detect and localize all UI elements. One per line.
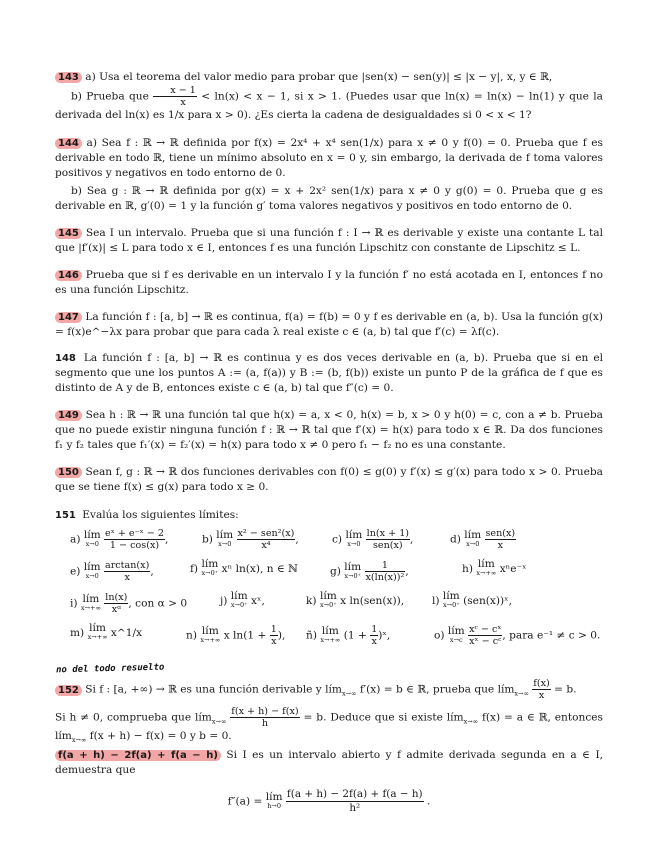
limit-expr-end: , <box>164 533 169 546</box>
problem-text: Si I es un intervalo abierto y f admite derivada segunda en a ∈ I, demuestra que <box>55 749 603 776</box>
formula-end: . <box>426 795 431 808</box>
limit-expr-end: , <box>295 533 299 546</box>
limits-row <box>70 592 610 624</box>
limit-expr: (sen(x))ˣ, <box>463 595 513 607</box>
problem-152 <box>55 678 603 748</box>
limit-operator: lím x→+∞ <box>476 558 497 577</box>
problem-text-b: b) Prueba que <box>71 90 149 103</box>
limit-expr: x ln(sen(x)), <box>340 595 405 607</box>
problem-150 <box>55 465 603 495</box>
limit-label: l) <box>432 595 440 607</box>
fraction: $\frac{f(x)}{x}$ <box>533 678 550 701</box>
problem-number: 145 <box>55 228 82 239</box>
problem-text: = b. <box>554 683 577 696</box>
limit-expr-end: , con α > 0 <box>128 597 188 610</box>
problem-147 <box>55 310 603 340</box>
problem-153 <box>55 748 603 815</box>
problem-text: f(x + h) − f(x) = 0 y b = 0. <box>89 730 232 743</box>
problem-151 <box>55 508 603 523</box>
limit-item <box>70 592 187 615</box>
lim-subscript: x→∞ <box>211 717 227 726</box>
limit-label: b) <box>202 533 213 546</box>
problem-text: = b. Deduce que si existe lím <box>303 711 464 724</box>
limits-row <box>70 528 610 560</box>
problem-text-b: b) Sea g : ℝ → ℝ definida por g(x) = x + 2x² sen(1/x) para x ≠ 0 y g(0) = 0. Prueba que g es derivable en ℝ, g′(0) = 1 y la función g′ toma valores negativos y positivos en todo entorno de 0. <box>55 185 603 212</box>
limit-operator: lím x→0 <box>345 528 363 548</box>
problem-number: 147 <box>55 312 82 323</box>
fraction: $\frac{\ln(x)}{\text{xᵅ}}$ <box>105 592 128 615</box>
limit-label: f) <box>190 563 199 575</box>
limit-item <box>70 624 142 642</box>
problem-number: 150 <box>55 467 82 478</box>
limit-label: c) <box>332 533 343 546</box>
limit-operator: lím x→0⁺ <box>201 558 219 577</box>
limit-expr: xˣ, <box>251 595 265 607</box>
limit-label: k) <box>306 595 317 607</box>
fraction: $\frac{1}{x}$ <box>270 624 277 647</box>
display-formula <box>55 788 603 815</box>
formula-lhs: f″(a) = <box>227 795 263 808</box>
problem-text: f′(x) = b ∈ ℝ, prueba que lím <box>359 683 515 696</box>
limit-operator: lím x→+∞ <box>87 622 108 641</box>
limit-expr-end: )ˣ, <box>378 629 391 642</box>
fraction: $\frac{1}{\text{x(ln(x))²}}$ <box>365 560 405 583</box>
problem-text: La función f : [a, b] → ℝ es continua, f(a) = f(b) = 0 y f es derivable en (a, b). Usa la función g(x) = f(x)e^−λx para probar que para cada λ real existe c ∈ (a, b) tal que f′(c) = λf(c). <box>55 311 603 338</box>
limit-operator: lím h→0 <box>265 790 283 810</box>
limit-operator: lím x→+∞ <box>80 592 101 612</box>
problem-text: Sea h : ℝ → ℝ una función tal que h(x) = a, x < 0, h(x) = b, x > 0 y h(0) = c, con a ≠ b. Prueba que no puede existir ninguna función f : ℝ → ℝ tal que f′(x) = h(x) para todo x ∈ ℝ. Da dos funciones f₁ y f₂ tales que f₁′(x) = f₂′(x) = h(x) para todo x ≠ 0 pero f₁ − f₂ no es una constante. <box>55 409 603 451</box>
limit-item <box>306 624 390 647</box>
limit-item <box>434 624 600 647</box>
limit-expr-end: , <box>410 533 414 546</box>
limit-operator: lím x→0 <box>83 528 101 548</box>
problem-text: f(x) = a ∈ ℝ, entonces lím <box>55 711 603 743</box>
problem-text: Sean f, g : ℝ → ℝ dos funciones derivables con f(0) ≤ g(0) y f′(x) ≤ g′(x) para todo x > 0. Prueba que se tiene f(x) ≤ g(x) para todo x ≥ 0. <box>55 466 603 493</box>
limit-item <box>462 560 527 578</box>
limit-operator: lím x→0 <box>216 528 234 548</box>
problem-text: Si f : [a, +∞) → ℝ es una función derivable y lím <box>85 683 342 696</box>
problem-145 <box>55 226 603 256</box>
problem-148 <box>55 351 603 396</box>
limit-operator: lím x→0 <box>83 560 101 580</box>
limit-item <box>70 560 154 583</box>
limit-label: i) <box>70 597 78 610</box>
limit-expr: (1 + <box>343 629 371 642</box>
limit-expr-end: , <box>405 565 409 578</box>
limits-row <box>70 624 610 656</box>
limit-item <box>432 592 512 610</box>
problem-text: Sea I un intervalo. Prueba que si una función f : I → ℝ es derivable y existe una contante L tal que |f′(x)| ≤ L para todo x ∈ I, entonces f es una función Lipschitz con constante de Lipschitz ≤ L. <box>55 227 604 254</box>
handwritten-note: no del todo resuelto <box>55 662 165 676</box>
problem-number: 148 <box>55 353 76 364</box>
lim-subscript: x→∞ <box>514 689 529 698</box>
limit-label: ñ) <box>306 629 317 642</box>
limit-operator: lím x→+∞ <box>320 624 341 644</box>
limit-expr: x^1/x <box>110 627 143 639</box>
problem-144 <box>55 136 603 214</box>
limit-expr: xⁿ ln(x), n ∈ ℕ <box>221 563 298 575</box>
problem-number: 152 <box>55 685 82 696</box>
fraction: $\frac{\text{xᶜ − cˣ}}{\text{xˣ − cᶜ}}$ <box>469 624 502 647</box>
limit-item <box>220 592 265 610</box>
fraction: $\frac{f(x + h) - f(x)}{h}$ <box>231 705 299 729</box>
problem-text: Si h ≠ 0, comprueba que lím <box>55 711 212 724</box>
fraction: $\frac{\text{sen(x)}}{x}$ <box>485 528 516 551</box>
problem-text-a: a) Usa el teorema del valor medio para probar que |sen(x) − sen(y)| ≤ |x − y|, x, y ∈ ℝ, <box>85 71 553 83</box>
problem-intro: Evalúa los siguientes límites: <box>82 509 239 521</box>
problem-number: f(a + h) − 2f(a) + f(a − h) <box>55 750 221 761</box>
problem-number: 149 <box>55 410 82 421</box>
limit-label: j) <box>220 595 228 607</box>
limit-label: n) <box>186 629 197 642</box>
limit-operator: lím x→0 <box>464 528 482 548</box>
limit-operator: lím x→0⁺ <box>230 590 248 609</box>
limit-label: e) <box>70 565 81 578</box>
limit-label: o) <box>434 629 445 642</box>
problem-149 <box>55 408 603 453</box>
problem-text: Prueba que si f es derivable en un intervalo I y la función f′ no está acotada en I, entonces f no es una función Lipschitz. <box>55 269 604 296</box>
limit-label: d) <box>450 533 461 546</box>
lim-subscript: x→∞ <box>341 689 357 698</box>
limit-label: g) <box>330 565 341 578</box>
problem-number: 151 <box>55 510 76 521</box>
limit-operator: lím x→0⁺ <box>344 560 362 580</box>
fraction: $\frac{\arctan(x)}{x}$ <box>104 560 150 583</box>
limit-item <box>70 528 168 551</box>
limit-operator: lím x→c <box>447 624 465 644</box>
limits-row <box>70 560 610 592</box>
limit-expr-end: , para e⁻¹ ≠ c > 0. <box>502 629 601 642</box>
limit-item <box>450 528 516 551</box>
limit-operator: lím x→+∞ <box>200 624 221 644</box>
limit-expr-end: , <box>150 565 154 578</box>
fraction: $\frac{\text{eˣ + e⁻ˣ − 2}}{1 - \cos(x)}$ <box>105 528 164 551</box>
limits-grid <box>70 528 610 656</box>
fraction: $\frac{\ln(x + 1)}{\text{sen(x)}}$ <box>366 528 410 551</box>
limit-item <box>306 592 404 610</box>
fraction: $\frac{1}{x}$ <box>371 624 378 647</box>
limit-expr: xⁿe⁻ˣ <box>499 563 527 575</box>
problem-text-b-cont: < ln(x) < x − 1, si x > 1. (Puedes usar que ln(x) = ln(x) − ln(1) y que la derivada del ln(x) es 1/x para x > 0). ¿Es cierta la cadena de desigualdades si 0 < x < 1? <box>55 90 603 121</box>
limit-expr: x ln(1 + <box>223 629 270 642</box>
limit-item <box>330 560 409 583</box>
limit-label: a) <box>70 533 81 546</box>
fraction: $\frac{\text{x² − sen²(x)}}{\text{x⁴}}$ <box>237 528 295 551</box>
limit-item <box>186 624 285 647</box>
lim-subscript: x→∞ <box>71 736 87 745</box>
fraction: $\frac{f(a + h) - 2f(a) + f(a - h)}{\text{h²}}$ <box>286 788 423 814</box>
limit-item <box>202 528 299 551</box>
limit-item <box>190 560 298 578</box>
lim-subscript: x→∞ <box>463 717 479 726</box>
problem-text-a: a) Sea f : ℝ → ℝ definida por f(x) = 2x⁴ + x⁴ sen(1/x) para x ≠ 0 y f(0) = 0. Prueba que f es derivable en todo ℝ, tiene un mínimo absoluto en x = 0 y, sin embargo, la derivada de f toma valores positivos y negativos en todo entorno de 0. <box>55 137 603 179</box>
problem-146 <box>55 268 603 298</box>
problem-number: 144 <box>55 138 82 149</box>
problem-text: La función f : [a, b] → ℝ es continua y es dos veces derivable en (a, b). Prueba que si en el segmento que une los puntos A := (a, f(a)) y B := (b, f(b)) existe un punto P de la gráfica de f que es distinto de A y de B, entonces existe c ∈ (a, b) tal que f″(c) = 0. <box>55 352 603 394</box>
problem-number: 143 <box>55 72 82 83</box>
limit-operator: lím x→0⁺ <box>319 590 337 609</box>
limit-expr-end: ), <box>277 629 286 642</box>
fraction: $\frac{x - 1}{x}$ <box>153 85 197 108</box>
limit-item <box>332 528 413 551</box>
problem-number: 146 <box>55 270 82 281</box>
problem-143 <box>55 70 603 123</box>
limit-operator: lím x→0⁺ <box>442 590 460 609</box>
limit-label: h) <box>462 563 473 575</box>
limit-label: m) <box>70 627 85 639</box>
